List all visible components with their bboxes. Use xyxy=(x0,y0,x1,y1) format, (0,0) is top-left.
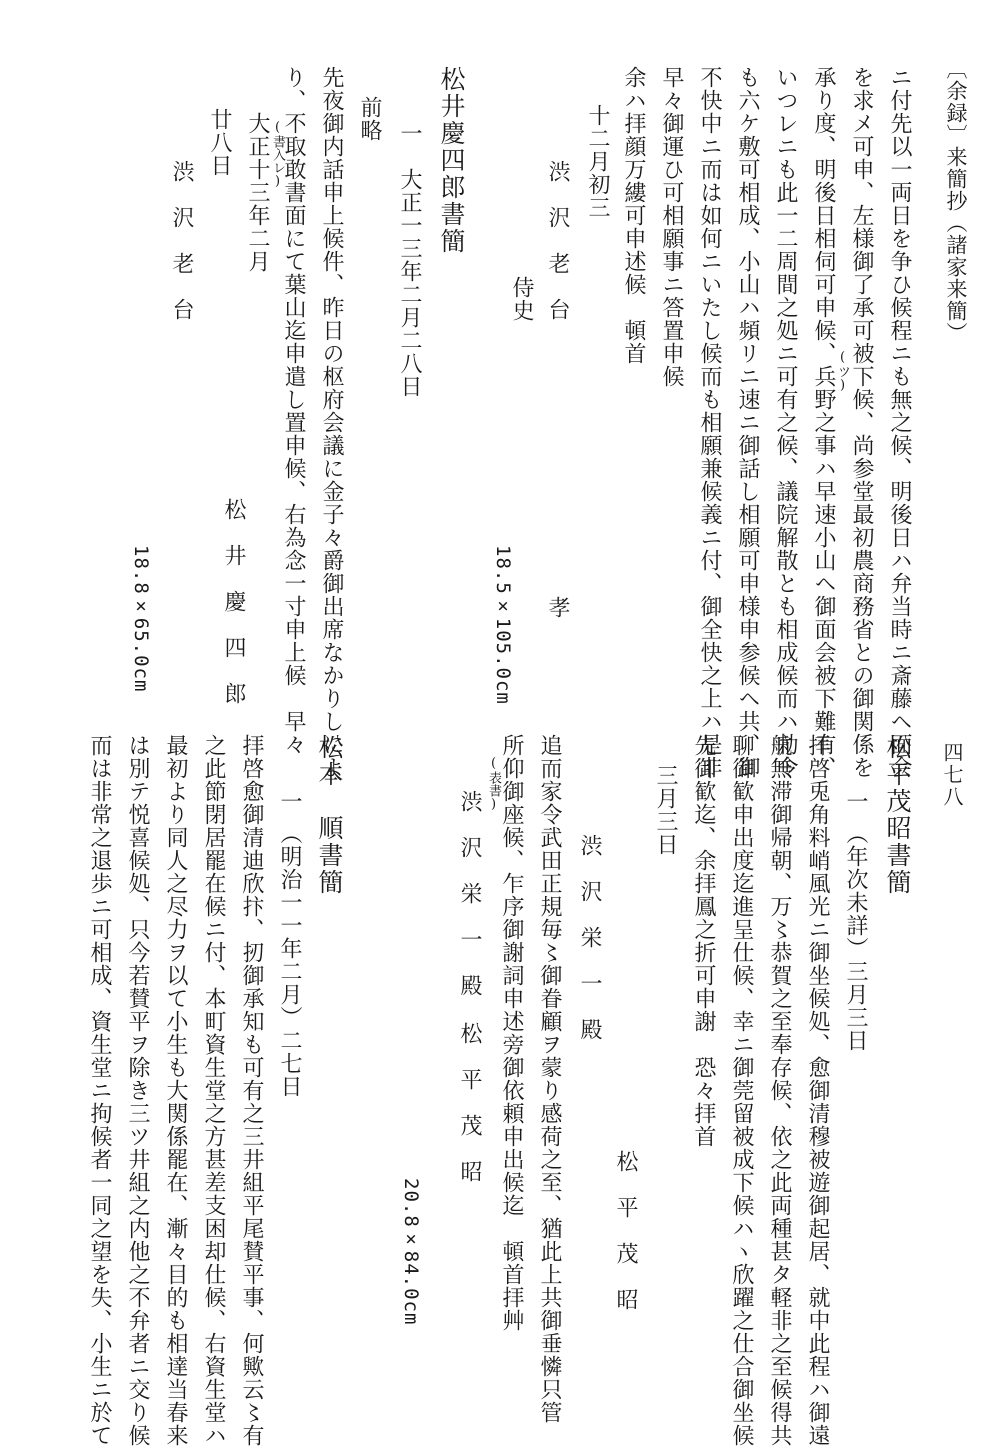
item-mark: 一 xyxy=(277,790,302,813)
letter-title: 松本 順書簡 xyxy=(315,734,344,896)
opening: 前略 xyxy=(357,96,382,142)
body-line: を求メ可申、左様御了承可被下候、尚参堂最初農商務省との御関係を xyxy=(849,66,874,779)
letter-title: 松井慶四郎書簡 xyxy=(437,66,466,255)
insertion-line: 大正十三年二月 xyxy=(245,112,270,273)
body-line: 早々御運ひ可相願事ニ答置申候 xyxy=(659,66,684,388)
body-line: は別テ悦喜候処、只今若賛平ヲ除き三ツ井組之内他之不弁者ニ交り候 xyxy=(125,734,150,1447)
dimensions: 18.5×105.0cm xyxy=(492,545,514,705)
dimensions: 20.8×84.0cm xyxy=(400,1178,422,1326)
letter-date: 十二月初三 xyxy=(585,104,610,219)
body-line: 承り度、明後日相伺可申候、兵野之事ハ早速小山ヘ御面会被下難有、 xyxy=(811,66,836,779)
date-heading: 大正一三年二月二八日 xyxy=(397,168,422,398)
date-heading: （明治一一年二月）二七日 xyxy=(277,822,302,1098)
postscript-line: 追而家令武田正規毎〻御眷顧ヲ蒙り感荷之至、猶此上共御垂憐只管 xyxy=(537,734,562,1424)
body-line: 聊御歓申出度迄進呈仕候、幸ニ御莞留被成下候ハヽ欣躍之仕合御坐候 xyxy=(729,734,754,1447)
body-line: 最初より同人之尽力ヲ以て小生も大関係罷在、漸々目的も相達当春来 xyxy=(163,734,188,1447)
body-line: 而は非常之退歩ニ可相成、資生堂ニ拘候者一同之望を失、小生ニ於て xyxy=(87,734,112,1447)
body-line: ニ付先以一両日を争ひ候程ニも無之候、明後日ハ弁当時ニ斎藤ヘ面会 xyxy=(887,66,912,779)
sender: 松 平 茂 昭 xyxy=(613,1150,638,1311)
running-head: 〔余録〕来簡抄（諸家来簡） xyxy=(944,58,968,344)
dimensions: 18.8×65.0cm xyxy=(130,545,152,693)
page-number: 四七八 xyxy=(940,742,964,808)
honorific: 侍史 xyxy=(509,276,534,322)
body-line: 不快中ニ而は如何ニいたし候而も相願兼候義ニ付、御全快之上ハ是非 xyxy=(697,66,722,779)
body-line: 先御歓迄、余拝鳳之折可申謝 恐々拝首 xyxy=(691,734,716,1148)
envelope-addressee: 渋 沢 栄 一 殿 xyxy=(457,790,482,997)
letter-title: 松平茂昭書簡 xyxy=(883,734,912,896)
insertion-note: (書入レ) xyxy=(270,120,285,189)
envelope-note: (表書) xyxy=(486,756,501,812)
sender: 孝 xyxy=(545,596,570,619)
body-line: り、不取敢書面にて葉山迄申遣し置申候、右為念一寸申上候 早々 xyxy=(281,66,306,756)
kana-note: (ツ) xyxy=(835,350,850,393)
letter-day: 廿八日 xyxy=(207,108,232,177)
postscript-line: 所仰御座候、乍序御謝詞申述旁御依頼申出候迄 頓首拝艸 xyxy=(499,734,524,1332)
envelope-sender: 松 平 茂 昭 xyxy=(457,1022,482,1183)
body-line: 先夜御内話申上候件、昨日の枢府会議に金子々爵御出席なかりしによ xyxy=(319,66,344,779)
item-mark: 一 xyxy=(843,790,868,813)
body-line: 拝啓愈御清迪欣抃、扨御承知も可有之三井組平尾賛平事、何歟云〻有 xyxy=(239,734,264,1447)
addressee: 渋 沢 栄 一 殿 xyxy=(577,834,602,1041)
body-line: 航無滞御帰朝、万〻恭賀之至奉存候、依之此両種甚タ軽非之至候得共 xyxy=(767,734,792,1447)
addressee: 渋 沢 老 台 xyxy=(545,160,570,321)
date-heading: （年次未詳）三月三日 xyxy=(843,822,868,1052)
item-mark: 一 xyxy=(397,122,422,145)
body-line: も六ケ敷可相成、小山ハ頻リニ速ニ御話し相願可申様申参候ヘ共、御 xyxy=(735,66,760,779)
sender: 松 井 慶 四 郎 xyxy=(221,498,246,705)
body-line: 之此節閉居罷在候ニ付、本町資生堂之方甚差支困却仕候、右資生堂ハ xyxy=(201,734,226,1447)
body-line: 拝啓兎角料峭風光ニ御坐候処、愈御清穆被遊御起居、就中此程ハ御遠 xyxy=(805,734,830,1447)
body-line: いつレニも此一二周間之処ニ可有之候、議院解散とも相成候而ハ勅令 xyxy=(773,66,798,779)
body-line: 余ハ拝顔万縷可申述候 頓首 xyxy=(621,66,646,365)
addressee: 渋 沢 老 台 xyxy=(169,160,194,321)
letter-date: 三月三日 xyxy=(653,764,678,856)
